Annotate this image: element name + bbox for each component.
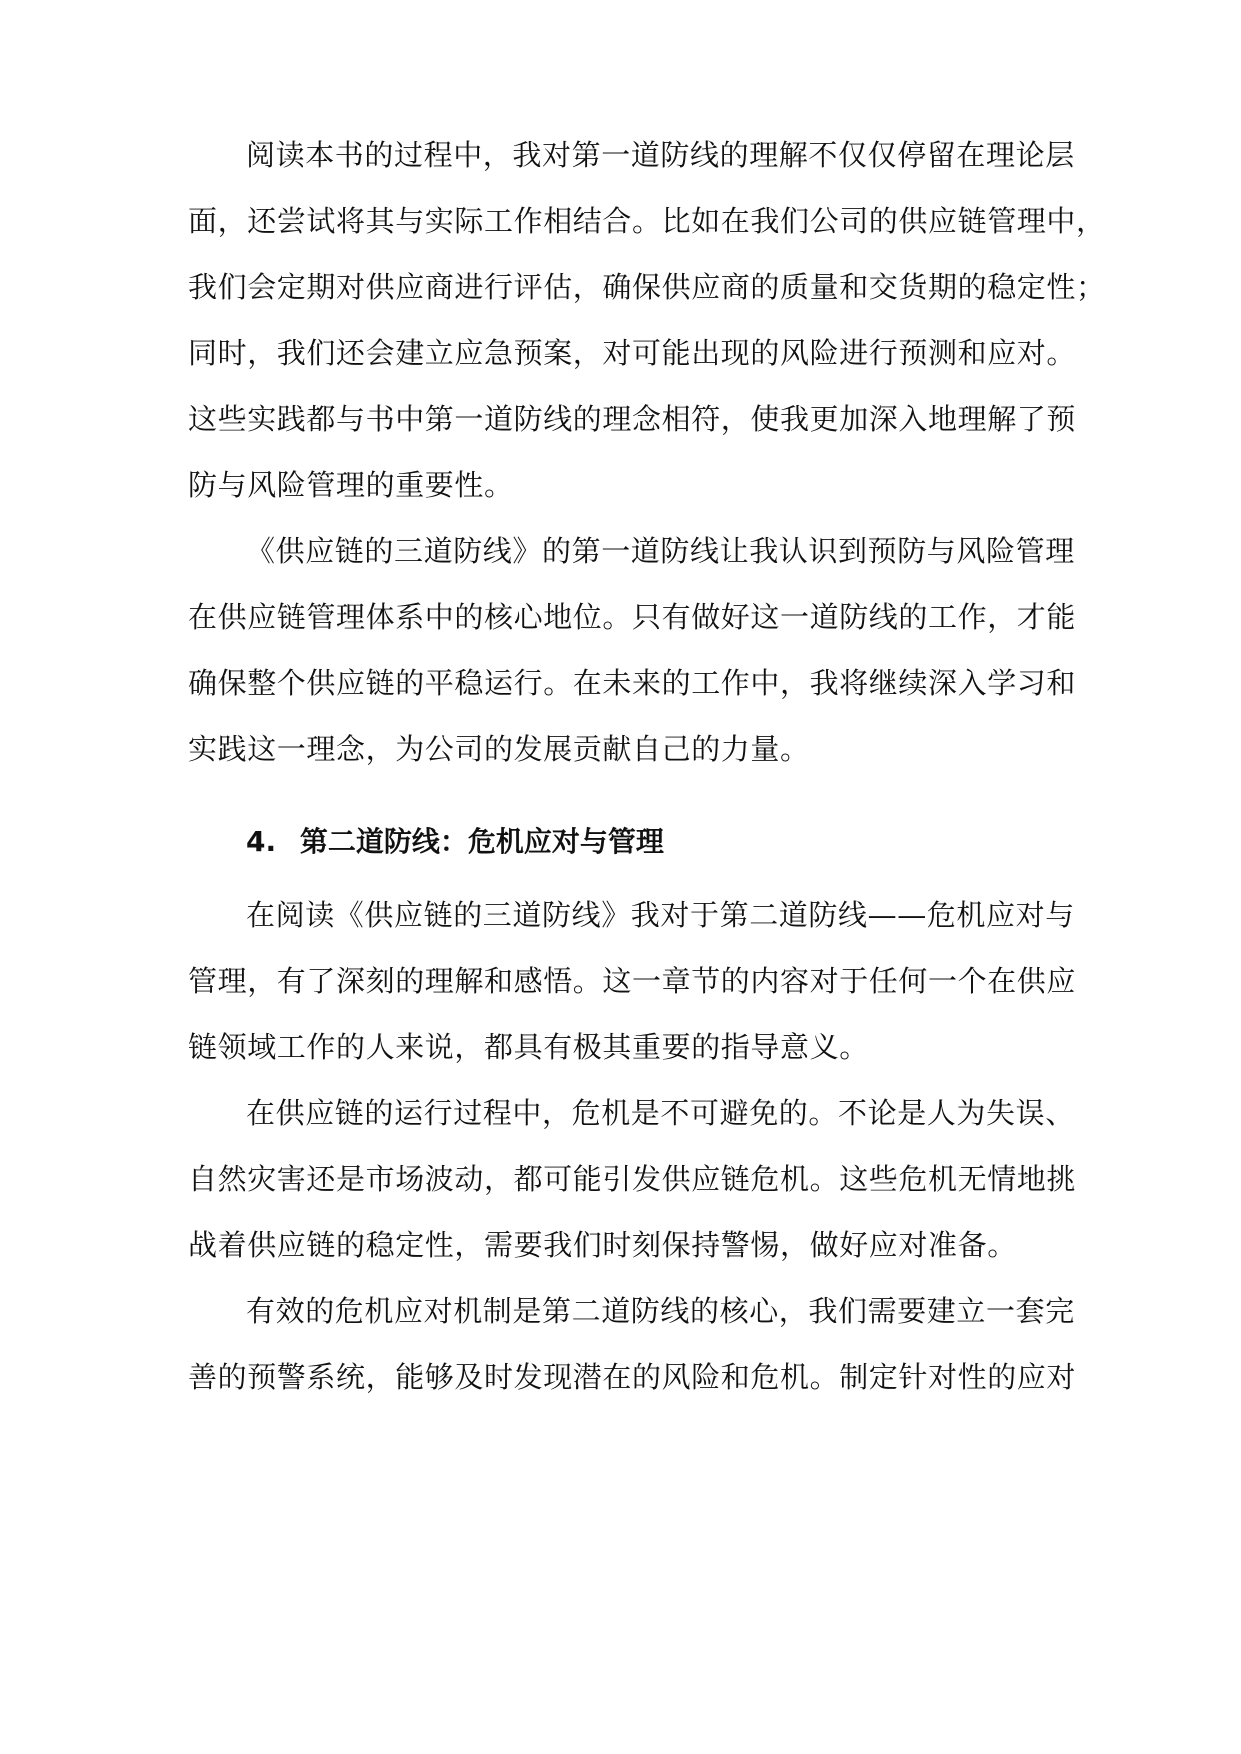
paragraph-1-line-4: 同时，我们还会建立应急预案，对可能出现的风险进行预测和应对。 (188, 336, 1077, 370)
section-heading (246, 822, 664, 862)
paragraph-3-line-1: 在阅读《供应链的三道防线》我对于第二道防线——危机应对与 (246, 898, 1075, 932)
section-heading-number: 4. (246, 825, 277, 858)
paragraph-1-line-2: 面，还尝试将其与实际工作相结合。比如在我们公司的供应链管理中， (188, 204, 1106, 238)
paragraph-2-line-1: 《供应链的三道防线》的第一道防线让我认识到预防与风险管理 (246, 534, 1075, 568)
paragraph-1-line-1: 阅读本书的过程中，我对第一道防线的理解不仅仅停留在理论层 (246, 138, 1075, 172)
paragraph-3-line-3: 链领域工作的人来说，都具有极其重要的指导意义。 (188, 1030, 869, 1064)
section-heading-text: 第二道防线：危机应对与管理 (299, 825, 664, 858)
paragraph-1-line-3: 我们会定期对供应商进行评估，确保供应商的质量和交货期的稳定性； (188, 270, 1106, 304)
paragraph-2-line-2: 在供应链管理体系中的核心地位。只有做好这一道防线的工作，才能 (188, 600, 1077, 634)
paragraph-4-line-3: 战着供应链的稳定性，需要我们时刻保持警惕，做好应对准备。 (188, 1228, 1017, 1262)
paragraph-3-line-2: 管理，有了深刻的理解和感悟。这一章节的内容对于任何一个在供应 (188, 964, 1077, 998)
paragraph-1-line-6: 防与风险管理的重要性。 (188, 468, 514, 502)
paragraph-1-line-5: 这些实践都与书中第一道防线的理念相符，使我更加深入地理解了预 (188, 402, 1077, 436)
paragraph-5-line-2: 善的预警系统，能够及时发现潜在的风险和危机。制定针对性的应对 (188, 1360, 1077, 1394)
paragraph-2-line-4: 实践这一理念，为公司的发展贡献自己的力量。 (188, 732, 810, 766)
paragraph-4-line-1: 在供应链的运行过程中，危机是不可避免的。不论是人为失误、 (246, 1096, 1075, 1130)
paragraph-5-line-1: 有效的危机应对机制是第二道防线的核心，我们需要建立一套完 (246, 1294, 1075, 1328)
paragraph-4-line-2: 自然灾害还是市场波动，都可能引发供应链危机。这些危机无情地挑 (188, 1162, 1077, 1196)
paragraph-2-line-3: 确保整个供应链的平稳运行。在未来的工作中，我将继续深入学习和 (188, 666, 1077, 700)
